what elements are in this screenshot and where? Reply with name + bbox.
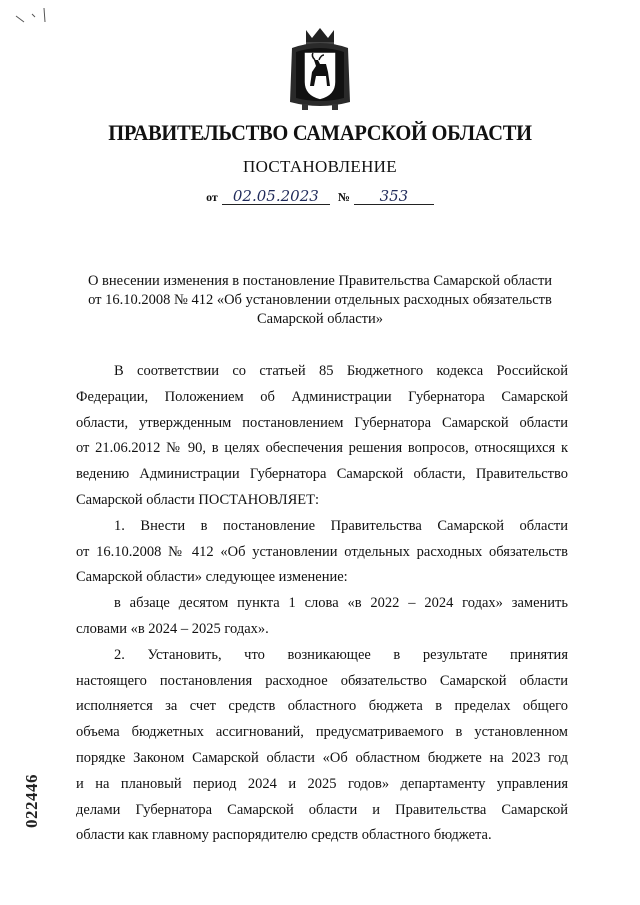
document-type: ПОСТАНОВЛЕНИЕ xyxy=(243,157,397,176)
body-line: Федерации, Положением об Администрации Губернатора Самарской xyxy=(76,388,568,405)
registration-number-stamp: 022446 xyxy=(22,774,41,828)
scan-margin-marks xyxy=(14,6,64,26)
body-line: порядке Законом Самарской области «Об областном бюджете на 2023 год xyxy=(76,749,568,766)
date-number-line xyxy=(0,188,640,205)
body-line: 2. Установить, что возникающее в результате принятия xyxy=(114,646,568,663)
subject-line: Самарской области» xyxy=(257,311,383,327)
body-line: В соответствии со статьей 85 Бюджетного кодекса Российской xyxy=(114,363,568,379)
number-prefix: № xyxy=(337,190,350,204)
document-subject xyxy=(70,272,570,329)
body-line: объема бюджетных ассигнований, предусматриваемого в установленном xyxy=(76,724,568,741)
body-line: в абзаце десятом пункта 1 слова «в 2022 – 2024 годах» заменить xyxy=(114,595,568,612)
date-prefix: от xyxy=(206,190,218,204)
body-line: 1. Внести в постановление Правительства Самарской области xyxy=(114,517,568,534)
body-line: делами Губернатора Самарской области и Правительства Самарской xyxy=(76,801,568,818)
government-title: ПРАВИТЕЛЬСТВО САМАРСКОЙ ОБЛАСТИ xyxy=(108,120,532,145)
body-line: от 21.06.2012 № 90, в целях обеспечения решения вопросов, относящихся к xyxy=(76,440,568,457)
body-line: словами «в 2024 – 2025 годах». xyxy=(76,620,269,637)
body-line: области, утвержденным постановлением Губернатора Самарской области xyxy=(76,414,568,431)
handwritten-date: 02.05.2023 xyxy=(222,188,330,205)
handwritten-number: 353 xyxy=(354,188,434,205)
subject-line: О внесении изменения в постановление Правительства Самарской области xyxy=(87,273,553,289)
body-line: ведению Администрации Губернатора Самарской области, Правительство xyxy=(76,466,568,483)
samara-coat-of-arms-emblem xyxy=(286,26,354,112)
body-line: Самарской области» следующее изменение: xyxy=(76,569,348,586)
body-line: Самарской области ПОСТАНОВЛЯЕТ: xyxy=(76,491,320,508)
body-line: настоящего постановления расходное обязательство Самарской области xyxy=(76,672,568,689)
body-line: и на плановый период 2024 и 2025 годов» департаменту управления xyxy=(76,775,568,792)
body-line: области как главному распорядителю средств областного бюджета. xyxy=(76,827,492,844)
subject-line: от 16.10.2008 № 412 «Об установлении отдельных расходных обязательств xyxy=(88,292,552,308)
body-line: исполняется за счет средств областного бюджета в пределах общего xyxy=(76,698,568,715)
body-line: от 16.10.2008 № 412 «Об установлении отдельных расходных обязательств xyxy=(76,543,568,560)
document-body xyxy=(76,359,568,849)
